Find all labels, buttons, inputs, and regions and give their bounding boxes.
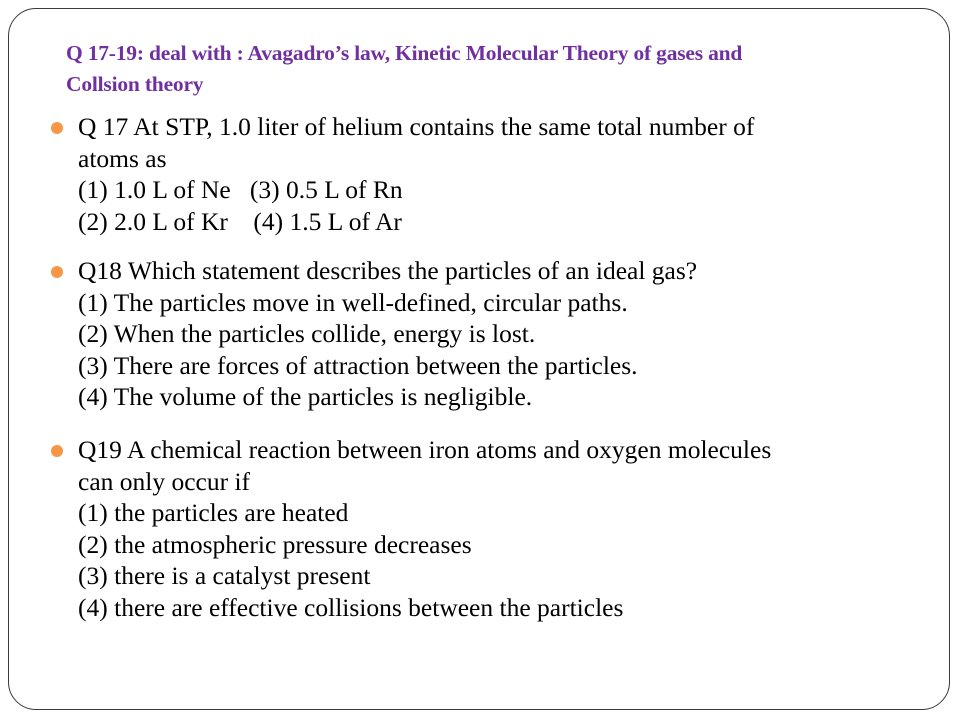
question-19-stem-cont: can only occur if [78, 466, 251, 496]
question-17 [78, 111, 938, 237]
question-19-option-2: (2) the atmospheric pressure decreases [78, 529, 472, 559]
question-19-option-4: (4) there are effective collisions between the particles [78, 592, 624, 622]
bullet-icon [51, 122, 63, 134]
bullet-icon [51, 445, 63, 457]
slide-title-line-1: Q 17-19: deal with : Avagadro’s law, Kinetic Molecular Theory of gases and [66, 41, 743, 65]
question-19-option-1: (1) the particles are heated [78, 498, 349, 527]
question-18-option-4: (4) The volume of the particles is negligible. [78, 382, 533, 411]
question-19-stem: Q19 A chemical reaction between iron atoms and oxygen molecules [78, 435, 772, 464]
question-18 [78, 255, 938, 413]
question-17-stem-cont: atoms as [78, 143, 167, 173]
question-17-stem: Q 17 At STP, 1.0 liter of helium contains the same total number of [78, 112, 755, 141]
slide-title [66, 38, 926, 100]
question-18-stem: Q18 Which statement describes the particles of an ideal gas? [78, 256, 698, 285]
question-19 [78, 434, 938, 623]
question-18-option-1: (1) The particles move in well-defined, circular paths. [78, 287, 628, 317]
question-19-option-3: (3) there is a catalyst present [78, 561, 371, 590]
question-18-option-2: (2) When the particles collide, energy is lost. [78, 319, 536, 348]
question-17-options-row-1: (1) 1.0 L of Ne (3) 0.5 L of Rn [78, 175, 403, 204]
question-18-option-3: (3) There are forces of attraction between the particles. [78, 350, 638, 380]
question-17-options-row-2: (2) 2.0 L of Kr (4) 1.5 L of Ar [78, 206, 402, 236]
bullet-icon [51, 266, 63, 278]
slide-title-line-2: Collsion theory [66, 72, 204, 96]
